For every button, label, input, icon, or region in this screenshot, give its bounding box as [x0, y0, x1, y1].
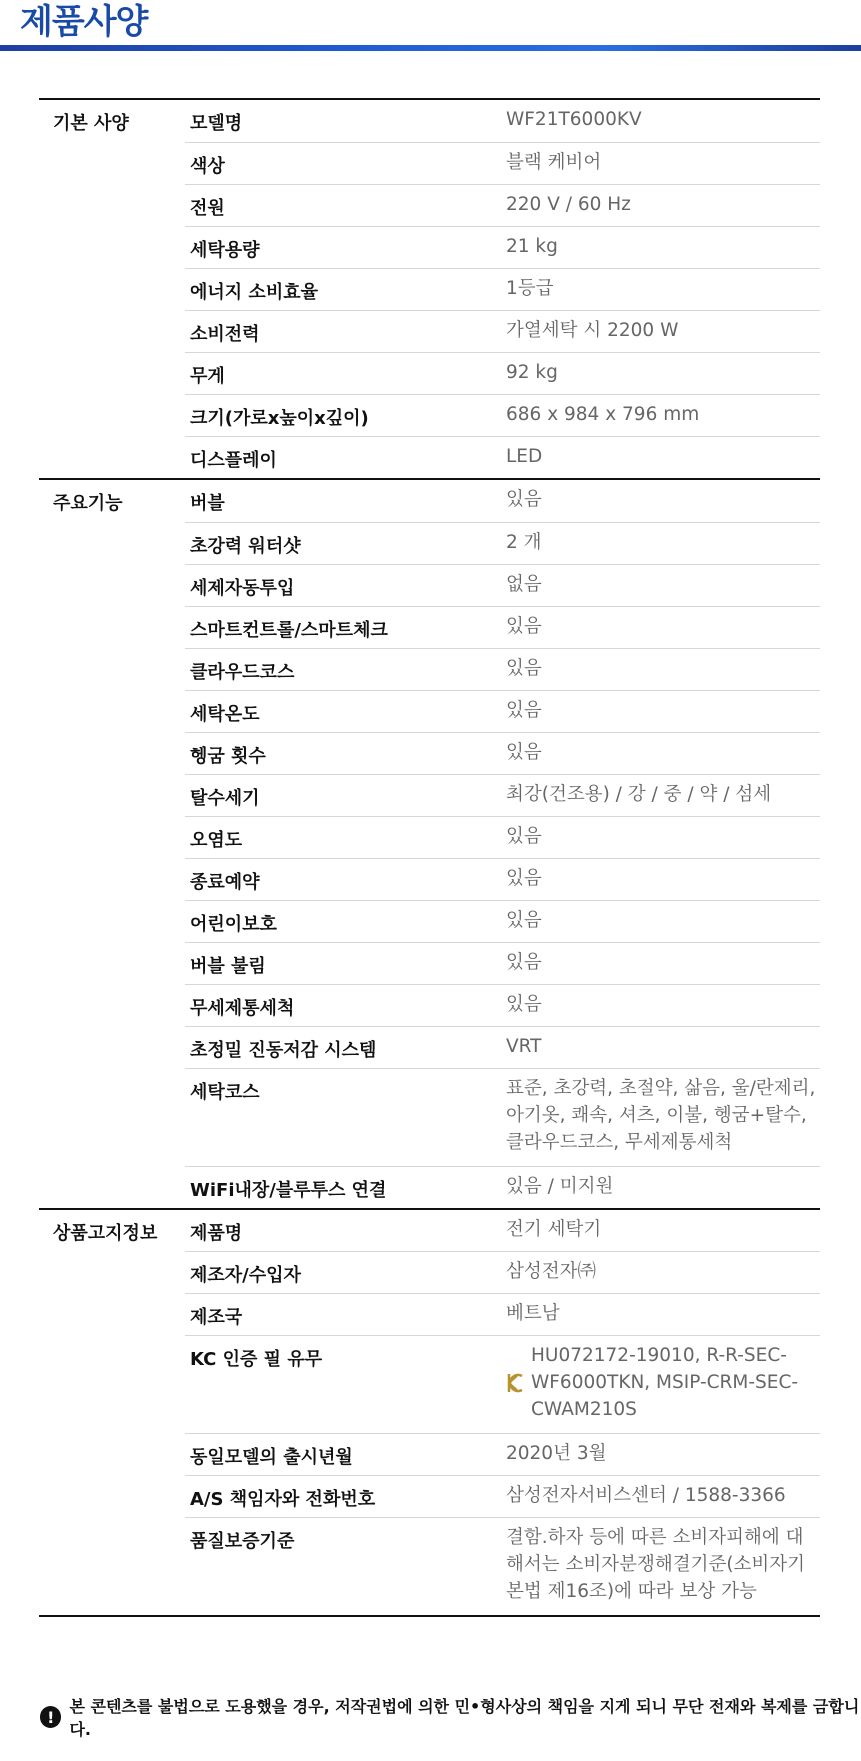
spec-row [185, 690, 820, 732]
spec-value: 없음 [506, 573, 542, 595]
spec-label: WiFi내장/블루투스 연결 [190, 1179, 387, 1201]
spec-label: 에너지 소비효율 [190, 281, 318, 303]
spec-row [185, 268, 820, 310]
spec-row [185, 1068, 820, 1166]
spec-value: 있음 [506, 867, 542, 889]
section-product-info [39, 1208, 820, 1616]
spec-row [185, 522, 820, 564]
spec-label: 버블 [190, 492, 225, 514]
spec-label: 세탁온도 [190, 703, 260, 725]
spec-row [185, 436, 820, 478]
spec-label: 세탁용량 [190, 239, 260, 261]
spec-label: 초강력 워터샷 [190, 535, 301, 557]
spec-label: 무게 [190, 365, 225, 387]
page-header [0, 0, 861, 52]
spec-label: 오염도 [190, 829, 243, 851]
spec-label: 크기(가로x높이x깊이) [190, 407, 369, 429]
spec-value: 2 개 [506, 531, 542, 553]
spec-value: 있음 [506, 993, 542, 1015]
spec-value: 있음 [506, 615, 542, 637]
spec-row [185, 1251, 820, 1293]
spec-value: 있음 [506, 488, 542, 510]
spec-value: 21 kg [506, 235, 558, 257]
spec-label: 클라우드코스 [190, 661, 295, 683]
spec-label: 품질보증기준 [190, 1531, 295, 1553]
spec-label: 디스플레이 [190, 449, 277, 471]
spec-value: 베트남 [506, 1303, 560, 1325]
spec-row [185, 774, 820, 816]
spec-value: HU072172-19010, R-R-SEC-WF6000TKN, MSIP-CRM-SEC-CWAM210S [531, 1345, 799, 1421]
spec-row [185, 942, 820, 984]
spec-row [185, 1166, 820, 1208]
spec-row [185, 1026, 820, 1068]
spec-value: 1등급 [506, 277, 554, 299]
spec-row [185, 1475, 820, 1517]
spec-row [185, 480, 820, 522]
spec-label: 전원 [190, 197, 225, 219]
spec-label: 동일모델의 출시년월 [190, 1447, 353, 1469]
spec-label: 어린이보호 [190, 913, 277, 935]
spec-row [185, 858, 820, 900]
spec-value: 있음 [506, 699, 542, 721]
spec-label: KC 인증 필 유무 [190, 1349, 323, 1371]
spec-label: 버블 불림 [190, 955, 266, 977]
spec-value: 블랙 케비어 [506, 151, 602, 173]
spec-label: 종료예약 [190, 871, 260, 893]
notice-text: 본 콘텐츠를 불법으로 도용했을 경우, 저작권법에 의한 민•형사상의 책임을 지게 되니 무단 전재와 복제를 금합니다. [69, 1697, 860, 1739]
spec-table [39, 98, 820, 1617]
spec-value: 있음 [506, 741, 542, 763]
spec-value: 있음 [506, 825, 542, 847]
spec-label: 헹굼 횟수 [190, 745, 266, 767]
spec-value: 686 x 984 x 796 mm [506, 403, 700, 425]
spec-row [185, 816, 820, 858]
spec-label: 제조자/수입자 [190, 1265, 301, 1287]
spec-row [185, 1293, 820, 1335]
spec-value: 있음 / 미지원 [506, 1175, 614, 1197]
spec-row [185, 226, 820, 268]
spec-value: 220 V / 60 Hz [506, 193, 631, 215]
spec-row [185, 900, 820, 942]
spec-label: A/S 책임자와 전화번호 [190, 1489, 376, 1511]
spec-row [185, 1433, 820, 1475]
table-bottom-border [39, 1615, 820, 1617]
spec-value: 삼성전자㈜ [506, 1261, 596, 1283]
section-basic [39, 98, 820, 478]
spec-row [185, 142, 820, 184]
spec-row [185, 564, 820, 606]
spec-value: 92 kg [506, 361, 558, 383]
spec-row [185, 984, 820, 1026]
spec-value: 가열세탁 시 2200 W [506, 319, 679, 341]
spec-row [185, 100, 820, 142]
kc-mark-icon [506, 1372, 526, 1394]
page-title: 제품사양 [20, 2, 148, 42]
spec-row [185, 1335, 820, 1433]
spec-label: 스마트컨트롤/스마트체크 [190, 619, 388, 641]
spec-value: 결함.하자 등에 따른 소비자피해에 대해서는 소비자분쟁해결기준(소비자기본법 제16조)에 따라 보상 가능 [506, 1527, 806, 1603]
spec-value: 2020년 3월 [506, 1443, 607, 1465]
spec-label: 초정밀 진동저감 시스템 [190, 1039, 377, 1061]
spec-label: 모델명 [190, 113, 243, 134]
spec-row [185, 184, 820, 226]
spec-value: 최강(건조용) / 강 / 중 / 약 / 섬세 [506, 783, 772, 805]
spec-value: 있음 [506, 657, 542, 679]
spec-value: VRT [506, 1035, 542, 1057]
section-label: 주요기능 [53, 492, 123, 514]
spec-label: 무세제통세척 [190, 997, 295, 1019]
spec-row [185, 732, 820, 774]
spec-label: 세제자동투입 [190, 577, 295, 599]
spec-row [185, 352, 820, 394]
title-underline [0, 45, 861, 51]
copyright-notice [40, 1694, 861, 1740]
spec-value: 표준, 초강력, 초절약, 삶음, 울/란제리, 아기옷, 쾌속, 셔츠, 이불, 헹굼+탈수, 클라우드코스, 무세제통세척 [506, 1077, 816, 1153]
spec-label: 탈수세기 [190, 787, 260, 809]
spec-value: 전기 세탁기 [506, 1218, 602, 1240]
spec-label: 제품명 [190, 1222, 243, 1244]
spec-row [185, 606, 820, 648]
spec-label: 색상 [190, 155, 225, 177]
exclamation-circle-icon: ! [40, 1706, 61, 1728]
spec-label: 세탁코스 [190, 1081, 260, 1103]
spec-value: 삼성전자서비스센터 / 1588-3366 [506, 1485, 786, 1507]
kc-cert-value [506, 1333, 820, 1433]
spec-row [185, 1210, 820, 1252]
spec-value: 있음 [506, 909, 542, 931]
spec-value: WF21T6000KV [506, 109, 642, 130]
spec-row [185, 394, 820, 436]
spec-label: 소비전력 [190, 323, 260, 345]
spec-value: 있음 [506, 951, 542, 973]
section-label: 상품고지정보 [53, 1222, 158, 1244]
spec-row [185, 648, 820, 690]
section-features [39, 478, 820, 1208]
spec-row [185, 310, 820, 352]
spec-label: 제조국 [190, 1307, 243, 1329]
spec-row [185, 1517, 820, 1615]
section-label: 기본 사양 [53, 113, 129, 134]
spec-value: LED [506, 445, 543, 467]
